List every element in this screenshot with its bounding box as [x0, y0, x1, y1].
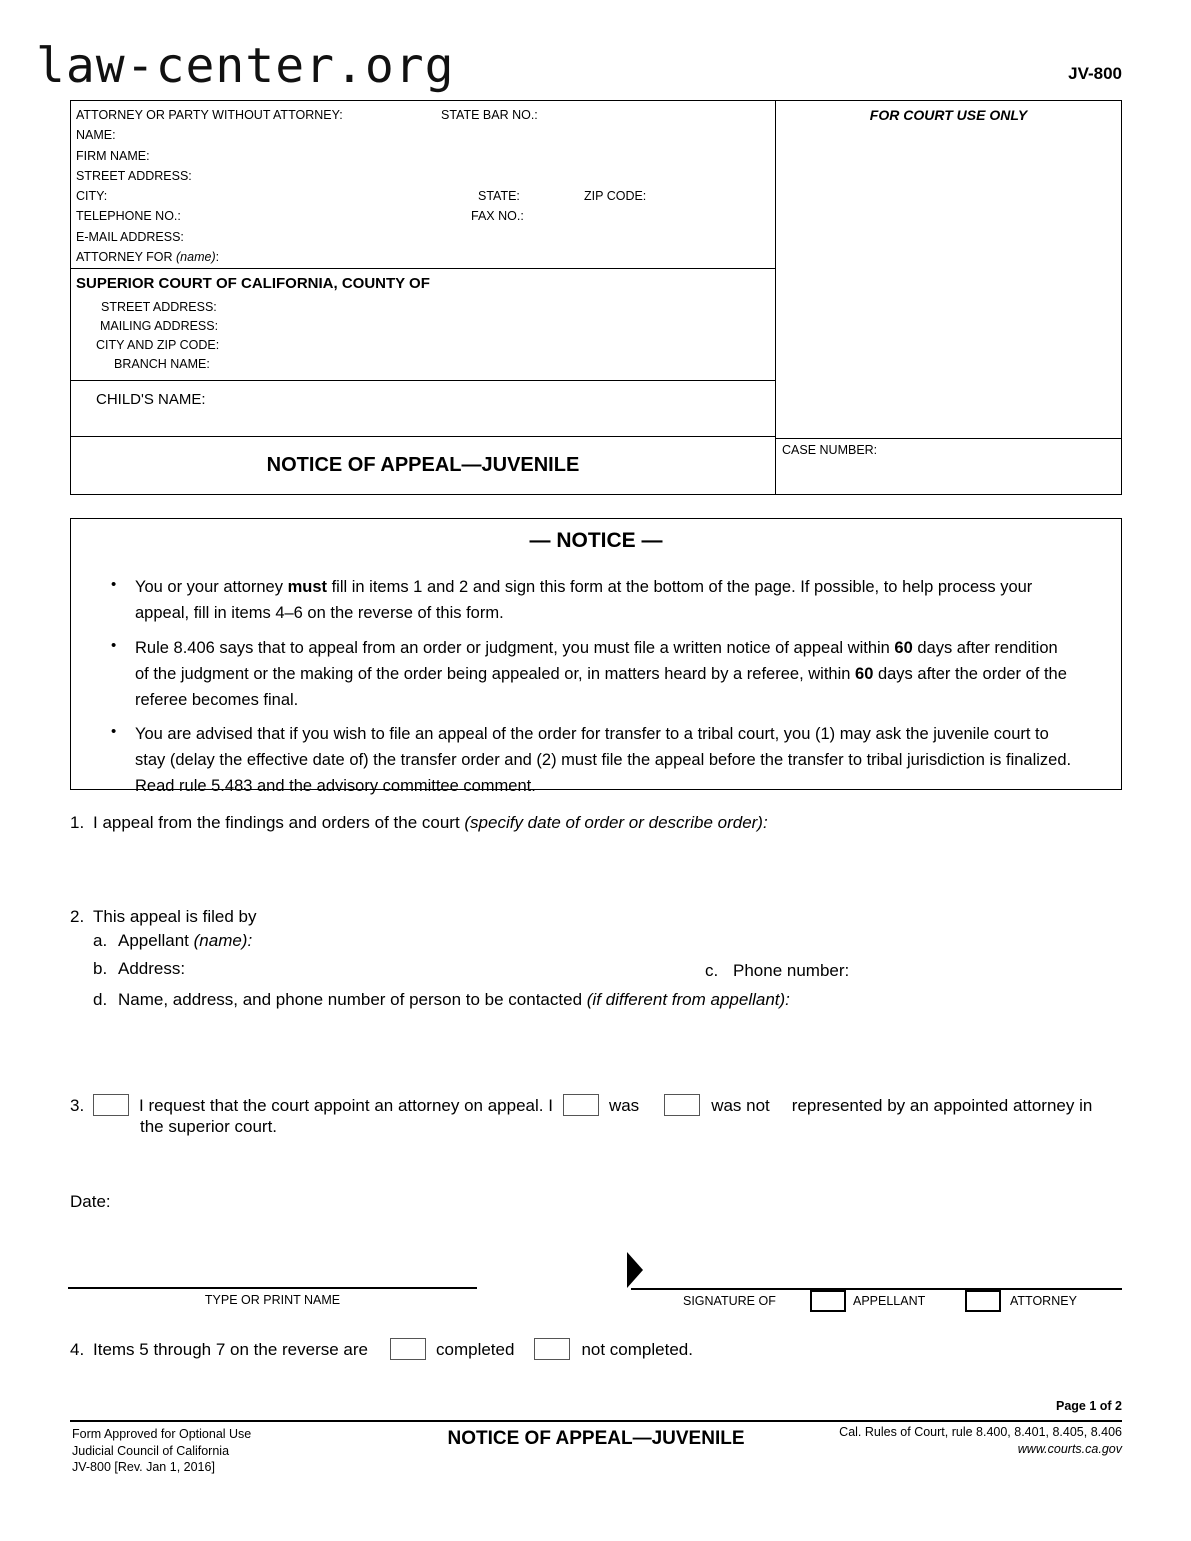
footer-rules-citation: Cal. Rules of Court, rule 8.400, 8.401, 8.405, 8.406 — [839, 1425, 1122, 1439]
page-indicator: Page 1 of 2 — [1056, 1399, 1122, 1413]
zip-code-label: ZIP CODE: — [584, 189, 647, 204]
firm-name-label: FIRM NAME: — [76, 148, 150, 163]
notice-bullet-3-text: You are advised that if you wish to file an appeal of the order for transfer to a tribal court, you (1) may ask the juvenile court to stay (delay the effective date of) the transfer order and (2) must file the appeal before the transfer to tribal jurisdiction is finalized. Read rule 5.483 and the advisory committee comment. — [135, 725, 1072, 795]
superior-court-section — [71, 268, 775, 379]
item-2-number: 2. — [70, 907, 85, 926]
item-2a — [93, 930, 252, 952]
court-mailing-label: MAILING ADDRESS: — [100, 319, 219, 334]
footer-approval-line-2: Judicial Council of California — [72, 1443, 230, 1458]
item-3-text-1: I request that the court appoint an attorney on appeal. I — [139, 1096, 553, 1115]
bullet-icon: • — [111, 637, 117, 654]
item-3-text-2: represented by an appointed attorney in — [791, 1096, 1093, 1115]
item-3-line-2 — [140, 1116, 277, 1138]
signature-attorney-label: ATTORNEY — [1010, 1294, 1077, 1308]
item-2a-letter: a. — [93, 931, 108, 950]
item-3-was-label: was — [608, 1096, 640, 1115]
type-print-name-label: TYPE OR PRINT NAME — [204, 1293, 341, 1307]
item-2b-letter: b. — [93, 959, 108, 978]
fax-label: FAX NO.: — [471, 209, 524, 224]
item-3-number: 3. — [70, 1096, 85, 1115]
childs-name-label: CHILD'S NAME: — [96, 390, 206, 408]
item-2d-letter: d. — [93, 990, 108, 1009]
notice-bullet-1-text: You or your attorney must fill in items 1 and 2 and sign this form at the bottom of the page. If possible, to help process your appeal, fill in items 4–6 on the reverse of this form. — [135, 578, 1033, 622]
form-title: NOTICE OF APPEAL—JUVENILE — [266, 454, 580, 477]
item-3-request-checkbox[interactable] — [93, 1094, 129, 1116]
item-1 — [70, 812, 1122, 834]
attorney-for-name-italic: (name) — [176, 250, 216, 265]
bullet-icon: • — [111, 576, 117, 593]
item-2b — [93, 958, 185, 980]
item-3-was-not-checkbox[interactable] — [664, 1094, 700, 1116]
city-label: CITY: — [76, 189, 108, 204]
item-1-text: I appeal from the findings and orders of the court — [93, 813, 465, 832]
for-court-use-only-box — [776, 101, 1121, 438]
state-bar-no-label: STATE BAR NO.: — [441, 108, 538, 122]
item-3-was-checkbox[interactable] — [563, 1094, 599, 1116]
item-4-not-completed-checkbox[interactable] — [534, 1338, 570, 1360]
attorney-for-line — [76, 247, 770, 267]
notice-title: — NOTICE — — [529, 529, 663, 552]
notice-bullet-2-text: Rule 8.406 says that to appeal from an order or judgment, you must file a written notice of appeal within 60 days after rendition of the judgment or the making of the order being appealed or, in matters heard by a referee, within 60 days after the order of the referee becomes final. — [135, 639, 1067, 709]
signature-of-label: SIGNATURE OF — [683, 1294, 776, 1308]
for-court-use-only-label: FOR COURT USE ONLY — [869, 107, 1028, 123]
name-label: NAME: — [76, 128, 116, 143]
item-4 — [70, 1338, 693, 1361]
form-title-section — [71, 436, 775, 494]
email-label: E-MAIL ADDRESS: — [76, 229, 184, 244]
case-number-box — [776, 438, 1121, 494]
item-3-text-3: the superior court. — [140, 1117, 278, 1136]
telephone-label: TELEPHONE NO.: — [76, 209, 181, 224]
item-2 — [70, 906, 256, 928]
signature-line — [631, 1288, 1122, 1290]
item-1-number: 1. — [70, 813, 85, 832]
notice-bullet-2 — [111, 635, 1076, 713]
superior-court-title: SUPERIOR COURT OF CALIFORNIA, COUNTY OF — [76, 275, 430, 293]
court-branch-label: BRANCH NAME: — [114, 357, 210, 372]
signature-appellant-label: APPELLANT — [853, 1294, 926, 1308]
header-left-column — [71, 101, 776, 494]
footer-approval-line-3: JV-800 [Rev. Jan 1, 2016] — [72, 1460, 215, 1474]
type-print-name-line — [68, 1287, 477, 1289]
item-4-completed-checkbox[interactable] — [390, 1338, 426, 1360]
footer-form-title: NOTICE OF APPEAL—JUVENILE — [447, 1428, 745, 1449]
street-address-label: STREET ADDRESS: — [76, 168, 192, 183]
item-2c-text: Phone number: — [733, 961, 850, 980]
item-2c-letter: c. — [705, 961, 719, 980]
court-city-zip-label: CITY AND ZIP CODE: — [96, 338, 220, 353]
item-2d-text: Name, address, and phone number of person to be contacted — [118, 990, 587, 1009]
site-logo: law-center.org — [36, 38, 455, 94]
signature-appellant-checkbox[interactable] — [810, 1290, 846, 1312]
case-number-label: CASE NUMBER: — [782, 443, 878, 457]
attorney-info-section — [71, 101, 775, 268]
item-2d — [93, 989, 1103, 1011]
court-street-label: STREET ADDRESS: — [101, 300, 217, 315]
childs-name-section — [71, 380, 775, 437]
item-2-text: This appeal is filed by — [93, 907, 257, 926]
notice-bullet-3 — [111, 721, 1076, 799]
attorney-or-party-label: ATTORNEY OR PARTY WITHOUT ATTORNEY: — [76, 108, 343, 122]
attorney-for-colon: : — [215, 250, 220, 265]
item-2c — [705, 960, 849, 982]
footer-rules-block — [839, 1424, 1122, 1458]
footer-approval-line-1: Form Approved for Optional Use — [72, 1427, 252, 1441]
item-2b-text: Address: — [118, 959, 186, 978]
item-2d-italic: (if different from appellant): — [586, 990, 790, 1009]
item-2a-text: Appellant — [118, 931, 194, 950]
item-4-completed-label: completed — [436, 1340, 515, 1359]
item-2a-italic: (name): — [193, 931, 253, 950]
item-3-line-1 — [70, 1094, 1092, 1117]
attorney-for-label: ATTORNEY FOR — [76, 250, 177, 265]
notice-bullet-1 — [111, 574, 1076, 626]
form-number: JV-800 — [1068, 64, 1122, 83]
signature-attorney-checkbox[interactable] — [965, 1290, 1001, 1312]
bullet-icon: • — [111, 723, 117, 740]
header-right-column — [776, 101, 1121, 494]
item-4-number: 4. — [70, 1340, 85, 1359]
item-4-not-completed-label: not completed. — [581, 1340, 693, 1359]
state-label: STATE: — [478, 189, 520, 204]
date-label: Date: — [70, 1192, 111, 1211]
item-3-was-not-label: was not — [711, 1096, 770, 1115]
footer-divider — [70, 1420, 1122, 1422]
form-header-box — [70, 100, 1122, 495]
signature-arrow-icon — [627, 1252, 643, 1288]
notice-box — [70, 518, 1122, 795]
item-1-italic: (specify date of order or describe order): — [464, 813, 768, 832]
footer-courts-url: www.courts.ca.gov — [1017, 1442, 1122, 1456]
item-4-text: Items 5 through 7 on the reverse are — [93, 1340, 368, 1359]
